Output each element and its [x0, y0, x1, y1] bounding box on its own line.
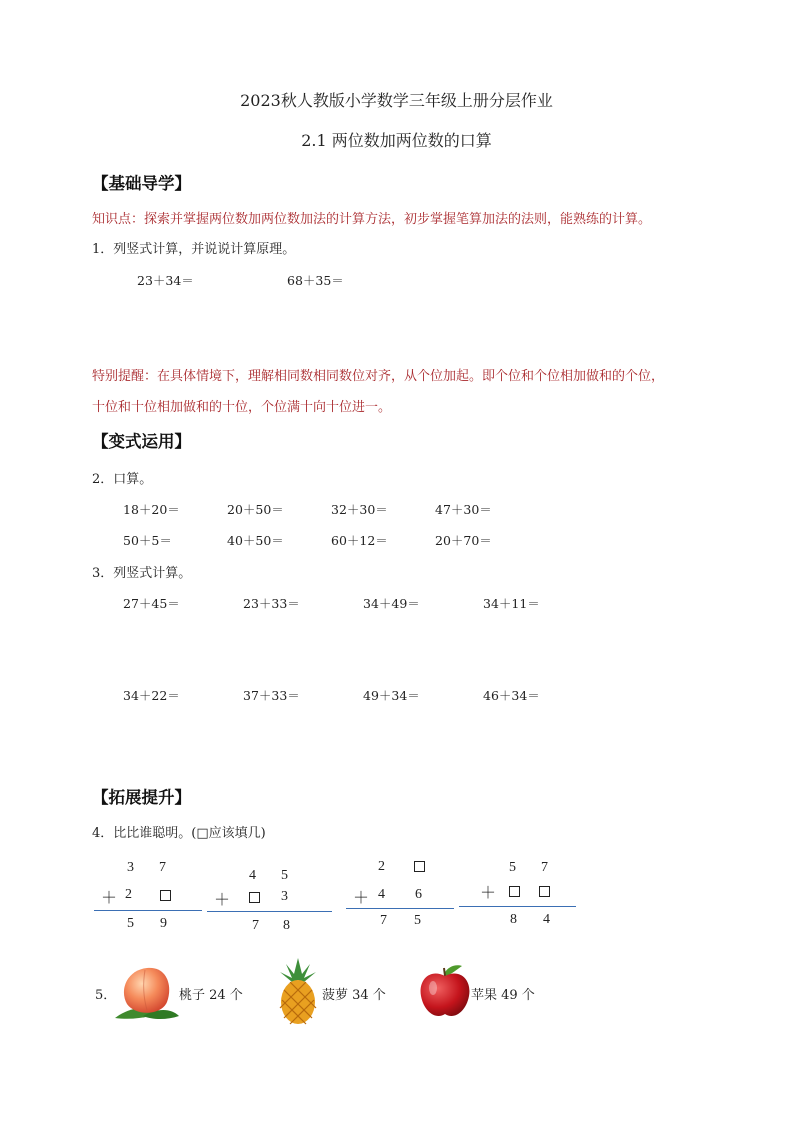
- digit: 7: [541, 860, 548, 875]
- question-2-prompt: 2．口算。: [92, 472, 153, 487]
- digit: 8: [510, 912, 517, 927]
- page-subtitle: 2.1 两位数加两位数的口算: [301, 131, 492, 150]
- sum-rule: [94, 910, 202, 911]
- digit: 8: [283, 918, 290, 933]
- page-title: 2023秋人教版小学数学三年级上册分层作业: [240, 91, 553, 110]
- q2-expression: 47＋30＝: [435, 502, 492, 517]
- digit: 7: [252, 918, 259, 933]
- digit: 2: [378, 859, 385, 874]
- blank-box[interactable]: [414, 861, 425, 872]
- peach-icon: [113, 962, 181, 1022]
- q2-expression: 20＋50＝: [227, 502, 284, 517]
- knowledge-point: 知识点：探索并掌握两位数加两位数加法的计算方法，初步掌握笔算加法的法则，能熟练的计算。: [92, 212, 652, 227]
- plus-sign: ＋: [101, 888, 118, 907]
- question-5-number: 5．: [95, 988, 117, 1003]
- reminder-line-1: 特别提醒：在具体情境下，理解相同数相同数位对齐，从个位加起。即个位和个位相加做和的个位，: [92, 369, 665, 384]
- section-extension-heading: 【拓展提升】: [92, 788, 191, 807]
- peach-label: 桃子 24 个: [179, 988, 243, 1003]
- blank-box[interactable]: [539, 886, 550, 897]
- plus-sign: ＋: [353, 888, 370, 907]
- sum-rule: [346, 908, 454, 909]
- q3-expression: 46＋34＝: [483, 688, 540, 703]
- q3-expression: 37＋33＝: [243, 688, 300, 703]
- digit: 7: [159, 860, 166, 875]
- digit: 3: [127, 860, 134, 875]
- apple-icon: [418, 962, 472, 1020]
- pineapple-icon: [276, 956, 320, 1026]
- blank-box[interactable]: [249, 892, 260, 903]
- digit: 5: [509, 860, 516, 875]
- plus-sign: ＋: [214, 890, 231, 909]
- digit: 2: [125, 887, 132, 902]
- digit: 3: [281, 889, 288, 904]
- digit: 5: [281, 868, 288, 883]
- q3-expression: 27＋45＝: [123, 596, 180, 611]
- digit: 7: [380, 913, 387, 928]
- q3-expression: 34＋49＝: [363, 596, 420, 611]
- section-variant-heading: 【变式运用】: [92, 432, 191, 451]
- digit: 4: [378, 887, 385, 902]
- q2-expression: 40＋50＝: [227, 533, 284, 548]
- q2-expression: 32＋30＝: [331, 502, 388, 517]
- pineapple-label: 菠萝 34 个: [322, 988, 386, 1003]
- q2-expression: 50＋5＝: [123, 533, 172, 548]
- q3-expression: 34＋22＝: [123, 688, 180, 703]
- blank-box[interactable]: [160, 890, 171, 901]
- q3-expression: 23＋33＝: [243, 596, 300, 611]
- q3-expression: 49＋34＝: [363, 688, 420, 703]
- sum-rule: [459, 906, 576, 907]
- question-4-prompt: 4．比比谁聪明。(□应该填几): [92, 826, 266, 841]
- q2-expression: 60＋12＝: [331, 533, 388, 548]
- q1-expression-2: 68＋35＝: [287, 273, 344, 288]
- digit: 4: [543, 912, 550, 927]
- sum-rule: [207, 911, 332, 912]
- digit: 5: [127, 916, 134, 931]
- digit: 5: [414, 913, 421, 928]
- reminder-line-2: 十位和十位相加做和的十位，个位满十向十位进一。: [92, 400, 392, 415]
- section-basic-heading: 【基础导学】: [92, 174, 191, 193]
- q2-expression: 18＋20＝: [123, 502, 180, 517]
- q1-expression-1: 23＋34＝: [137, 273, 194, 288]
- q2-expression: 20＋70＝: [435, 533, 492, 548]
- digit: 6: [415, 887, 422, 902]
- plus-sign: ＋: [480, 883, 497, 902]
- apple-label: 苹果 49 个: [471, 988, 535, 1003]
- q3-expression: 34＋11＝: [483, 596, 540, 611]
- blank-box[interactable]: [509, 886, 520, 897]
- question-1-prompt: 1．列竖式计算，并说说计算原理。: [92, 242, 296, 257]
- digit: 4: [249, 868, 256, 883]
- question-3-prompt: 3．列竖式计算。: [92, 566, 192, 581]
- digit: 9: [160, 916, 167, 931]
